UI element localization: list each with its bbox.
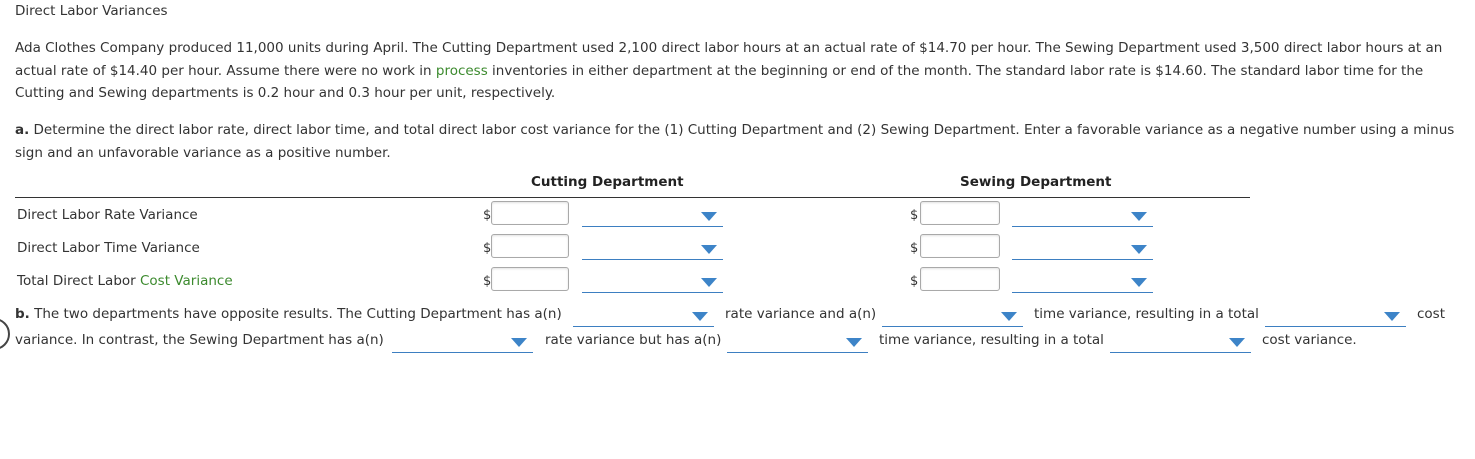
- row-label-text: Total Direct Labor: [17, 273, 140, 289]
- cutting-time-variance-input[interactable]: [491, 234, 569, 258]
- problem-text: actual rate of $14.40 per hour. Assume there were no work in: [15, 62, 436, 79]
- row-label-rate-variance: Direct Labor Rate Variance: [17, 207, 198, 223]
- chevron-down-icon: [846, 338, 862, 347]
- sewing-total-variance-dropdown[interactable]: [1012, 271, 1153, 293]
- cutting-total-variance-dropdown[interactable]: [582, 271, 723, 293]
- column-header-sewing: Sewing Department: [960, 174, 1112, 190]
- chevron-down-icon: [1384, 312, 1400, 321]
- part-a-instructions: [15, 119, 1470, 164]
- chevron-down-icon: [701, 245, 717, 254]
- currency-symbol: $: [483, 208, 492, 223]
- currency-symbol: $: [910, 208, 919, 223]
- chevron-down-icon: [1001, 312, 1017, 321]
- sewing-total-variance-input[interactable]: [920, 267, 1000, 291]
- header-divider: [15, 197, 1250, 198]
- row-label-total-cost-variance: [17, 273, 233, 289]
- cutting-time-result-dropdown[interactable]: [882, 305, 1023, 327]
- problem-line-1: Ada Clothes Company produced 11,000 units during April. The Cutting Department used 2,100 direct labor hours at an actual rate of $14.70 per hour. The Sewing Department used 3,500 direct labor hours at an: [15, 40, 1443, 56]
- chevron-down-icon: [701, 278, 717, 287]
- problem-text: inventories in either department at the beginning or end of the month. The standard labor rate is $14.60. The standard labor time for the: [487, 62, 1424, 79]
- chevron-down-icon: [1131, 245, 1147, 254]
- part-b-text-2: rate variance and a(n): [725, 306, 877, 322]
- sewing-time-variance-input[interactable]: [920, 234, 1000, 258]
- part-b-label: b.: [15, 306, 30, 322]
- chevron-down-icon: [1131, 278, 1147, 287]
- cost-variance-glossary-link[interactable]: Cost Variance: [140, 273, 233, 289]
- page-title: Direct Labor Variances: [15, 3, 168, 19]
- problem-statement: [15, 37, 1460, 105]
- part-b-text-4: cost: [1417, 306, 1446, 322]
- sewing-time-result-dropdown[interactable]: [727, 331, 868, 353]
- currency-symbol: $: [910, 274, 919, 289]
- currency-symbol: $: [910, 241, 919, 256]
- part-a-label: a.: [15, 122, 30, 138]
- chevron-down-icon: [701, 212, 717, 221]
- problem-line-3: Cutting and Sewing departments is 0.2 hour and 0.3 hour per unit, respectively.: [15, 85, 556, 101]
- cutting-time-variance-dropdown[interactable]: [582, 238, 723, 260]
- sewing-time-variance-dropdown[interactable]: [1012, 238, 1153, 260]
- currency-symbol: $: [483, 274, 492, 289]
- part-b-text-3: time variance, resulting in a total: [1034, 306, 1259, 322]
- part-b-text-7: time variance, resulting in a total: [879, 332, 1104, 348]
- currency-symbol: $: [483, 241, 492, 256]
- cutting-total-result-dropdown[interactable]: [1265, 305, 1406, 327]
- row-label-time-variance: Direct Labor Time Variance: [17, 240, 200, 256]
- part-b-text-8: cost variance.: [1262, 332, 1357, 348]
- part-b-text-5: variance. In contrast, the Sewing Department has a(n): [15, 332, 384, 348]
- chevron-down-icon: [1229, 338, 1245, 347]
- cutting-rate-variance-input[interactable]: [491, 201, 569, 225]
- chevron-down-icon: [1131, 212, 1147, 221]
- cutting-rate-variance-dropdown[interactable]: [582, 205, 723, 227]
- sewing-rate-variance-input[interactable]: [920, 201, 1000, 225]
- cutting-rate-result-dropdown[interactable]: [573, 305, 714, 327]
- process-glossary-link[interactable]: process: [435, 62, 488, 79]
- part-b-text-1: [15, 306, 562, 322]
- chevron-down-icon: [511, 338, 527, 347]
- chevron-down-icon: [692, 312, 708, 321]
- problem-line-2: [15, 60, 1460, 83]
- column-header-cutting: Cutting Department: [531, 174, 684, 190]
- part-b-text-6: rate variance but has a(n): [545, 332, 722, 348]
- part-b-text: The two departments have opposite results. The Cutting Department has a(n): [29, 306, 562, 322]
- sewing-total-result-dropdown[interactable]: [1110, 331, 1251, 353]
- partial-circle-marker: [0, 318, 10, 350]
- sewing-rate-variance-dropdown[interactable]: [1012, 205, 1153, 227]
- part-a-text: Determine the direct labor rate, direct labor time, and total direct labor cost variance for the (1) Cutting Department and (2) Sewing Department. Enter a favorable variance as a negative number using a minus sign and an unfavorable variance as a positive number.: [15, 122, 1455, 161]
- sewing-rate-result-dropdown[interactable]: [392, 331, 533, 353]
- cutting-total-variance-input[interactable]: [491, 267, 569, 291]
